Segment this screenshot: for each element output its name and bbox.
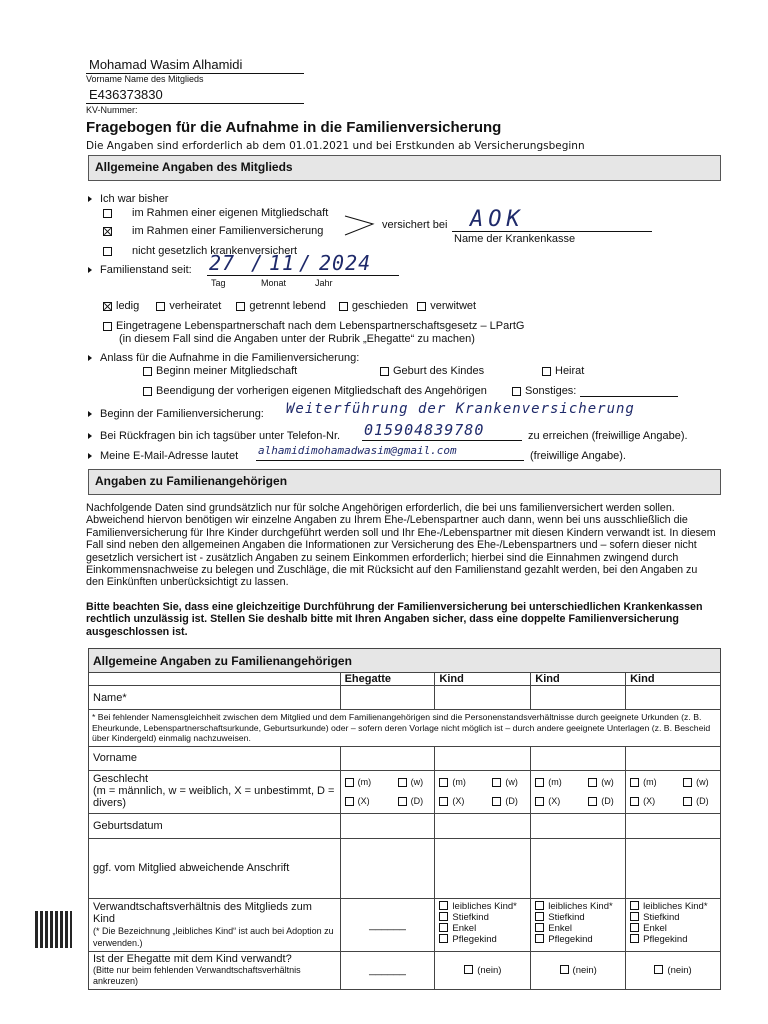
opt-eigene-label: im Rahmen einer eigenen Mitgliedschaft <box>132 207 329 219</box>
checkbox-geschieden[interactable] <box>339 302 348 311</box>
checkbox-w[interactable] <box>492 778 501 787</box>
checkbox-leiblich[interactable] <box>439 901 448 910</box>
anlass-beendigung <box>143 385 487 397</box>
w-label: (w) <box>601 776 614 787</box>
ehegatte-verwandt-note: (Bitte nur beim fehlenden Verwandtschaftsverhältnis ankreuzen) <box>93 964 301 986</box>
w-label: (w) <box>505 776 518 787</box>
ich-war-label: Ich war bisher <box>100 193 169 205</box>
leiblich-label: leibliches Kind* <box>452 900 517 912</box>
verwandt-ehegatte: ______ <box>340 898 435 951</box>
info-paragraph: Nachfolgende Daten sind grundsätzlich nur für solche Angehörigen erforderlich, die bei uns familienversichert werden sollen. Abweichend hiervon benötigen wir einzelne Angaben zu Ihrem Ehe-/Lebenspartner auch dann, wenn bei uns ausschließlich die Familienversicherung für Ihre Kinder durchgeführt werden soll und Ihr Ehe-/Lebenspartner mit diesen Kindern verwandt ist. In diesem Fall sind neben den allgemeinen Angaben die Informationen zur Versicherung des Ehe-/Lebenspartners und – sofern dieser nicht gesetzlich versichert ist - zusätzlich Angaben zu seinem Einkommen erforderlich; hierbei sind die Einnahmen zwingend durch Einkommensnachweise zu belegen und Zuschläge, die mit Rücksicht auf den Familienstand gezahlt werden, bei den Angaben zu den Einkünften unberücksichtigt zu lassen. <box>86 502 716 589</box>
stiefkind-label: Stiefkind <box>452 911 489 923</box>
checkbox-w[interactable] <box>588 778 597 787</box>
kv-line <box>86 86 304 104</box>
telefon-row <box>88 430 340 442</box>
nein-label: (nein) <box>667 964 692 976</box>
d-label: (D) <box>601 795 614 806</box>
bullet-icon <box>88 267 92 273</box>
x-label: (X) <box>452 795 465 806</box>
m-label: (m) <box>452 776 466 787</box>
checkbox-enkel[interactable] <box>630 923 639 932</box>
col-kind-1: Kind <box>435 673 531 686</box>
checkbox-enkel[interactable] <box>535 923 544 932</box>
checkbox-stiefkind[interactable] <box>535 912 544 921</box>
email-row <box>88 450 238 462</box>
kv-value: E436373830 <box>89 87 163 102</box>
email-value: alhamidimohamadwasim@gmail.com <box>258 444 457 457</box>
beendigung-label: Beendigung der vorherigen eigenen Mitgliedschaft des Angehörigen <box>156 385 487 397</box>
geb-kind-1[interactable] <box>435 813 531 838</box>
checkbox-lpart[interactable] <box>103 322 112 331</box>
checkbox-geburt[interactable] <box>380 367 389 376</box>
checkbox-sonstiges[interactable] <box>512 387 521 396</box>
geschlecht-kind-2 <box>531 770 626 813</box>
lpart-row <box>103 320 524 332</box>
x-label: (X) <box>643 795 656 806</box>
nein-label: (nein) <box>572 964 597 976</box>
stiefkind-label: Stiefkind <box>643 911 680 923</box>
anlass-geburt <box>380 365 484 377</box>
familienstand-row <box>88 264 192 276</box>
checkbox-verwitwet[interactable] <box>417 302 426 311</box>
checkbox-eigene[interactable] <box>103 209 112 218</box>
beginn-label: Beginn der Familienversicherung: <box>100 408 264 420</box>
kasse-label: Name der Krankenkasse <box>454 233 576 245</box>
vorname-kind-3[interactable] <box>626 746 721 770</box>
vorname-kind-1[interactable] <box>435 746 531 770</box>
row-vorname-label: Vorname <box>89 746 341 770</box>
kv-label: KV-Nummer: <box>86 105 138 115</box>
anlass-beginn <box>143 365 297 377</box>
pflegekind-label: Pflegekind <box>643 933 688 945</box>
section-header-member: Allgemeine Angaben des Mitglieds <box>88 155 721 181</box>
pflegekind-label: Pflegekind <box>548 933 593 945</box>
checkbox-m[interactable] <box>630 778 639 787</box>
x-label: (X) <box>357 795 370 806</box>
leiblich-label: leibliches Kind* <box>643 900 708 912</box>
m-label: (m) <box>357 776 372 787</box>
bullet-icon <box>88 196 92 202</box>
kasse-field[interactable] <box>452 207 652 232</box>
checkbox-w[interactable] <box>398 778 407 787</box>
checkbox-stiefkind[interactable] <box>630 912 639 921</box>
page-title: Fragebogen für die Aufnahme in die Familienversicherung <box>86 119 502 136</box>
member-name-label: Vorname Name des Mitglieds <box>86 74 204 84</box>
verwandt-note: (* Die Bezeichnung „leibliches Kind“ ist auch bei Adoption zu verwenden.) <box>93 925 334 948</box>
enkel-label: Enkel <box>452 922 477 934</box>
d-label: (D) <box>696 795 709 806</box>
name-kind-3[interactable] <box>626 686 721 710</box>
checkbox-pflegekind[interactable] <box>439 934 448 943</box>
checkbox-x[interactable] <box>535 797 544 806</box>
checkbox-familie[interactable] <box>103 227 112 236</box>
anschrift-ehegatte[interactable] <box>340 838 435 898</box>
w-label: (w) <box>696 776 709 787</box>
nein-label: (nein) <box>477 964 502 976</box>
checkbox-d[interactable] <box>588 797 597 806</box>
member-name-value: Mohamad Wasim Alhamidi <box>89 57 243 72</box>
vorname-kind-2[interactable] <box>531 746 626 770</box>
anlass-heirat <box>542 365 584 377</box>
anlass-label: Anlass für die Aufnahme in die Familienversicherung: <box>100 352 360 364</box>
telefon-label: Bei Rückfragen bin ich tagsüber unter Telefon-Nr. <box>100 430 341 442</box>
anlass-row <box>88 352 359 364</box>
familienstand-label: Familienstand seit: <box>100 264 192 276</box>
warning-paragraph: Bitte beachten Sie, dass eine gleichzeitige Durchführung der Familienversicherung bei unterschiedlichen Krankenkassen rechtlich unzulässig ist. Stellen Sie deshalb bitte mit Ihren Angaben sicher, dass eine doppelte Familienversicherung ausgeschlossen ist. <box>86 601 703 638</box>
email-label: Meine E-Mail-Adresse lautet <box>100 450 239 462</box>
date-day: 27 <box>209 251 236 275</box>
jahr-label: Jahr <box>315 278 333 288</box>
tag-label: Tag <box>211 278 226 288</box>
ledig-label: ledig <box>116 300 140 312</box>
kasse-value: AOK <box>470 207 525 232</box>
date-sep: / <box>251 251 265 275</box>
geb-kind-2[interactable] <box>531 813 626 838</box>
name-ehegatte[interactable] <box>340 686 435 710</box>
m-label: (m) <box>548 776 562 787</box>
name-kind-1[interactable] <box>435 686 531 710</box>
geschlecht-kind-1 <box>435 770 531 813</box>
row-verwandt-label <box>89 898 341 951</box>
sonstiges-label: Sonstiges: <box>525 385 577 397</box>
leiblich-label: leibliches Kind* <box>548 900 613 912</box>
geschlecht-ehegatte <box>340 770 435 813</box>
telefon-value: 015904839780 <box>364 421 485 439</box>
qr-code-icon <box>35 911 72 948</box>
checkbox-enkel[interactable] <box>439 923 448 932</box>
geschieden-label: geschieden <box>351 300 409 312</box>
versichert-bei-label: versichert bei <box>382 219 448 231</box>
date-year: 2024 <box>319 251 372 275</box>
checkbox-stiefkind[interactable] <box>439 912 448 921</box>
checkbox-d[interactable] <box>683 797 692 806</box>
verwandt-kind-2 <box>531 898 626 951</box>
bullet-icon <box>88 411 92 417</box>
date-month: 11 <box>269 251 296 275</box>
pflegekind-label: Pflegekind <box>452 933 497 945</box>
checkbox-x[interactable] <box>345 797 354 806</box>
checkbox-d[interactable] <box>398 797 407 806</box>
checkbox-beginn-mitglied[interactable] <box>143 367 152 376</box>
lpart-label: Eingetragene Lebenspartnerschaft nach dem Lebenspartnerschaftsgesetz – LPartG <box>116 320 525 332</box>
beginn-value: Weiterführung der Krankenversicherung <box>286 401 635 417</box>
col-ehegatte: Ehegatte <box>340 673 435 686</box>
m-label: (m) <box>643 776 657 787</box>
checkbox-m[interactable] <box>345 778 354 787</box>
row-name-label: Name* <box>89 686 341 710</box>
beginn-mitglied-label: Beginn meiner Mitgliedschaft <box>156 365 298 377</box>
geschlecht-kind-3 <box>626 770 721 813</box>
anschrift-kind-2[interactable] <box>531 838 626 898</box>
checkbox-nein[interactable] <box>560 965 569 974</box>
family-table <box>88 648 721 990</box>
vorname-ehegatte[interactable] <box>340 746 435 770</box>
checkbox-verheiratet[interactable] <box>156 302 165 311</box>
beginn-row <box>88 408 264 420</box>
bullet-icon <box>88 433 92 439</box>
ev-kind-2 <box>531 951 626 989</box>
brace-arrow-icon <box>343 213 377 239</box>
row-geburtsdatum-label: Geburtsdatum <box>89 813 341 838</box>
verwitwet-label: verwitwet <box>430 300 477 312</box>
checkbox-m[interactable] <box>439 778 448 787</box>
checkbox-nicht[interactable] <box>103 247 112 256</box>
geschlecht-legend: (m = männlich, w = weiblich, X = unbestimmt, D = divers) <box>93 784 335 809</box>
d-label: (D) <box>410 795 424 806</box>
geschlecht-label: Geschlecht <box>93 772 149 785</box>
anlass-sonstiges <box>512 385 576 397</box>
ehegatte-verwandt-label: Ist der Ehegatte mit dem Kind verwandt? <box>93 952 292 965</box>
ich-war-row <box>88 193 168 205</box>
row-anschrift-label: ggf. vom Mitglied abweichende Anschrift <box>89 838 341 898</box>
checkbox-nein[interactable] <box>464 965 473 974</box>
checkbox-m[interactable] <box>535 778 544 787</box>
anschrift-kind-3[interactable] <box>626 838 721 898</box>
name-kind-2[interactable] <box>531 686 626 710</box>
sonstiges-field[interactable] <box>580 384 678 397</box>
telefon-suffix: zu erreichen (freiwillige Angabe). <box>528 430 688 442</box>
checkbox-leiblich[interactable] <box>535 901 544 910</box>
checkbox-pflegekind[interactable] <box>630 934 639 943</box>
checkbox-beendigung[interactable] <box>143 387 152 396</box>
section-header-family: Angaben zu Familienangehörigen <box>88 469 721 495</box>
date-sep: / <box>299 251 313 275</box>
date-field[interactable] <box>207 251 399 276</box>
checkbox-nein[interactable] <box>654 965 663 974</box>
anschrift-kind-1[interactable] <box>435 838 531 898</box>
row-geschlecht-label <box>89 770 341 813</box>
lpart-note: (in diesem Fall sind die Angaben unter der Rubrik „Ehegatte“ zu machen) <box>119 333 475 345</box>
checkbox-d[interactable] <box>492 797 501 806</box>
email-field[interactable] <box>256 446 524 461</box>
ev-kind-3 <box>626 951 721 989</box>
name-note: * Bei fehlender Namensgleichheit zwischen dem Mitglied und dem Familienangehörigen sind die Personenstandsverhältnisse durch geeignete Urkunden (z. B. Eheurkunde, Lebenspartnerschaftsurkunde, Geburtsurkunde) oder – sofern deren Vorlage nicht möglich ist – durch andere geeignete Unterlagen (z. B. Bescheid über Kindergeld) einmalig nachzuweisen. <box>89 710 721 747</box>
checkbox-x[interactable] <box>630 797 639 806</box>
checkbox-w[interactable] <box>683 778 692 787</box>
checkbox-x[interactable] <box>439 797 448 806</box>
verwandt-kind-3 <box>626 898 721 951</box>
w-label: (w) <box>410 776 424 787</box>
getrennt-label: getrennt lebend <box>249 300 326 312</box>
member-name-line <box>86 56 304 74</box>
opt-familie <box>103 225 323 237</box>
familienstand-options <box>103 300 476 312</box>
geburt-label: Geburt des Kindes <box>393 365 485 377</box>
col-kind-3: Kind <box>626 673 721 686</box>
table-header: Allgemeine Angaben zu Familienangehörigen <box>89 649 721 673</box>
opt-nicht-label: nicht gesetzlich krankenversichert <box>132 245 298 257</box>
row-ehegatte-verwandt-label <box>89 951 341 989</box>
checkbox-leiblich[interactable] <box>630 901 639 910</box>
x-label: (X) <box>548 795 561 806</box>
beginn-field[interactable] <box>284 401 684 421</box>
verwandt-kind-1 <box>435 898 531 951</box>
enkel-label: Enkel <box>643 922 667 934</box>
opt-eigene <box>103 207 328 219</box>
page-subtitle: Die Angaben sind erforderlich ab dem 01.01.2021 und bei Erstkunden ab Versicherungsbeginn <box>86 140 585 152</box>
checkbox-pflegekind[interactable] <box>535 934 544 943</box>
checkbox-ledig[interactable] <box>103 302 112 311</box>
bullet-icon <box>88 355 92 361</box>
email-suffix: (freiwillige Angabe). <box>530 450 626 462</box>
enkel-label: Enkel <box>548 922 573 934</box>
blank-head <box>89 673 341 686</box>
opt-familie-label: im Rahmen einer Familienversicherung <box>132 225 324 237</box>
verheiratet-label: verheiratet <box>169 300 222 312</box>
checkbox-getrennt[interactable] <box>236 302 245 311</box>
bullet-icon <box>88 453 92 459</box>
ev-ehegatte: ______ <box>340 951 435 989</box>
geb-kind-3[interactable] <box>626 813 721 838</box>
monat-label: Monat <box>261 278 287 288</box>
d-label: (D) <box>505 795 518 806</box>
geb-ehegatte[interactable] <box>340 813 435 838</box>
checkbox-heirat[interactable] <box>542 367 551 376</box>
verwandt-label: Verwandtschaftsverhältnis des Mitglieds zum Kind <box>93 900 312 925</box>
stiefkind-label: Stiefkind <box>548 911 585 923</box>
ev-kind-1 <box>435 951 531 989</box>
opt-nicht <box>103 245 297 257</box>
col-kind-2: Kind <box>531 673 626 686</box>
heirat-label: Heirat <box>555 365 585 377</box>
telefon-field[interactable] <box>362 421 522 441</box>
